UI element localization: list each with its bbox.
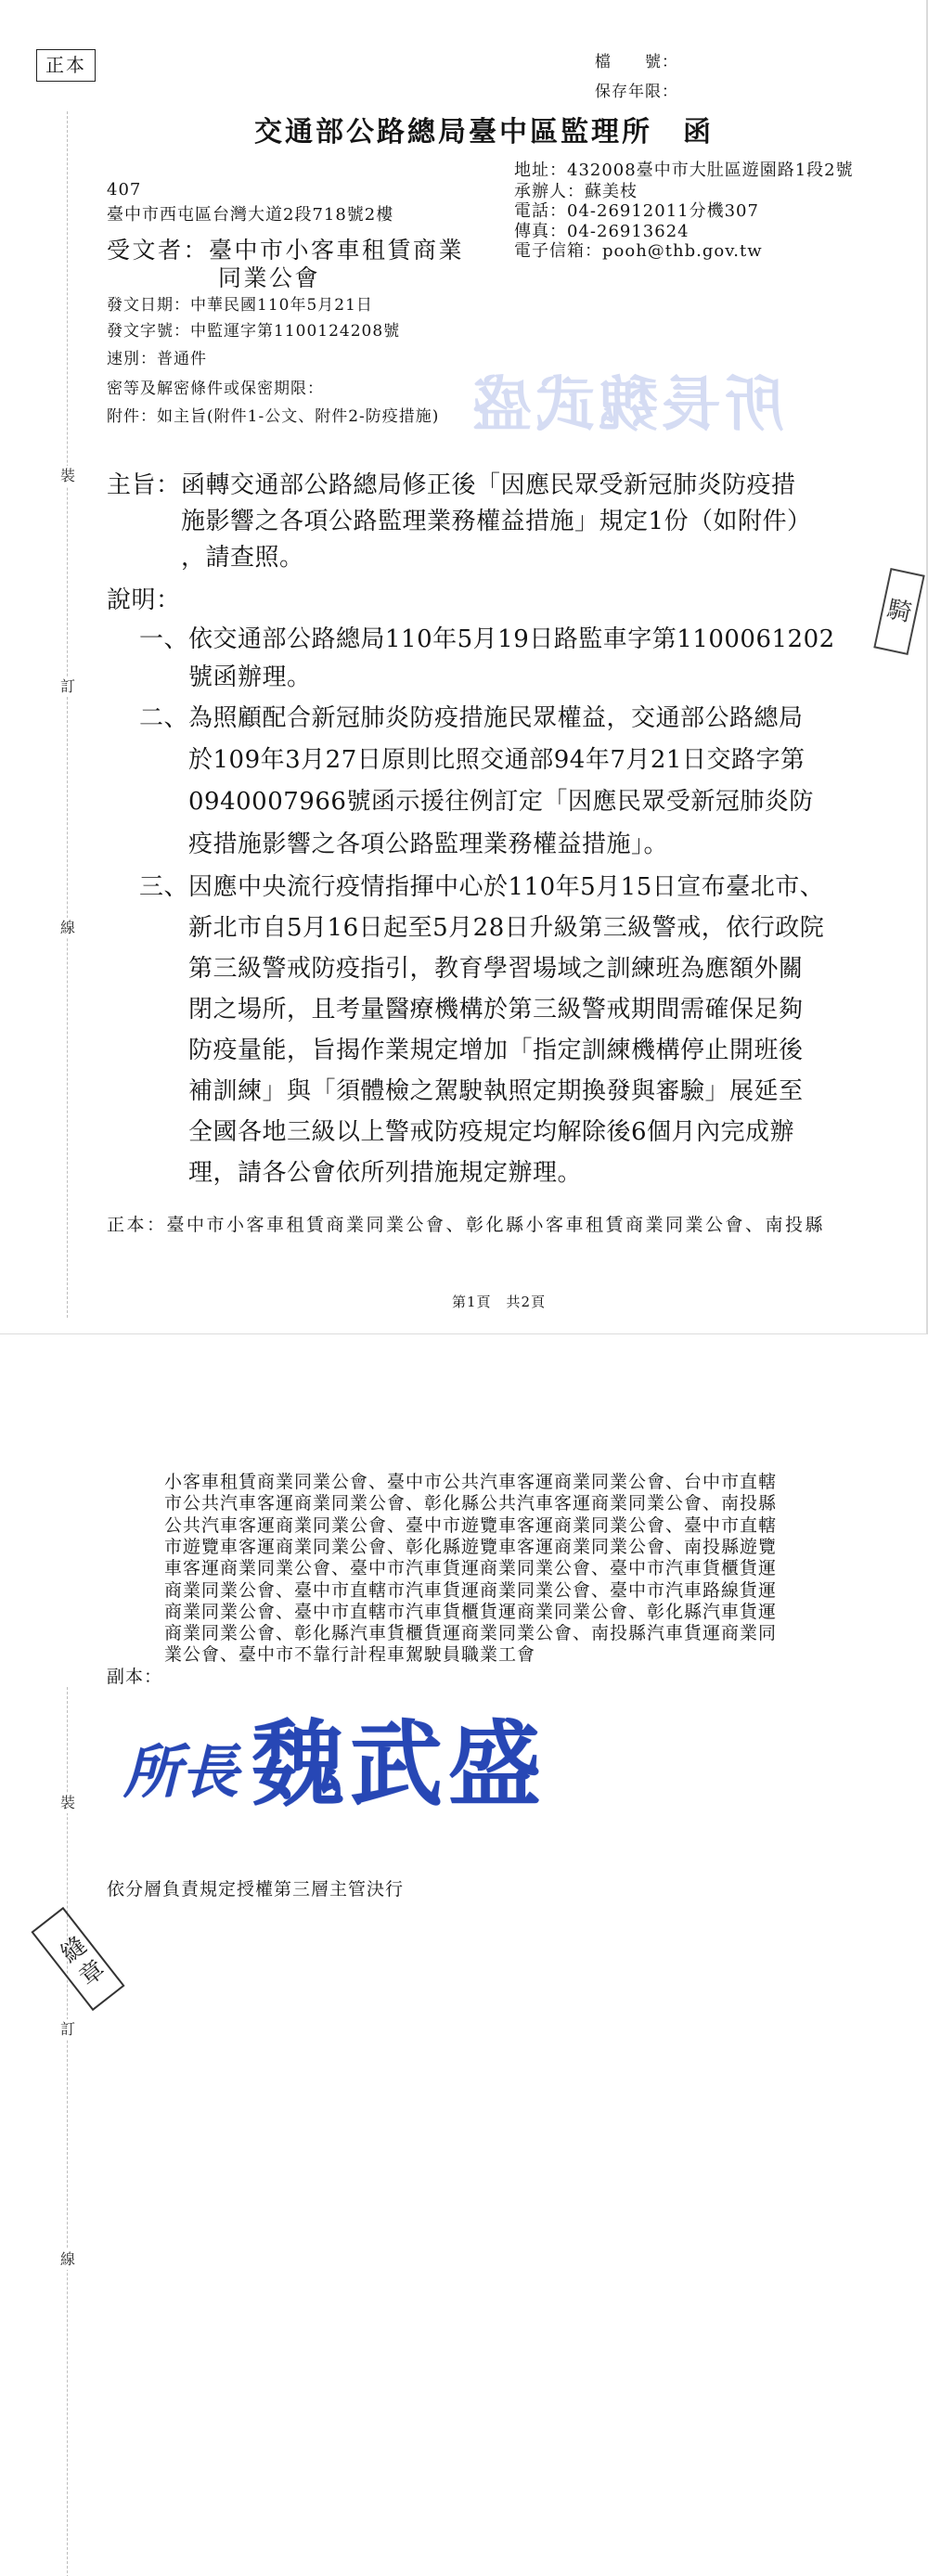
- item-line: 依交通部公路總局110年5月19日路監車字第1100061202: [188, 625, 835, 653]
- cc-continuation-line: 小客車租賃商業同業公會、臺中市公共汽車客運商業同業公會、台中市直轄: [164, 1472, 778, 1492]
- faint-stamp-bleedthrough: 所長魏武盛: [469, 370, 784, 440]
- binding-mark: 裝: [58, 1793, 78, 1813]
- cc-continuation-line: 公共汽車客運商業同業公會、臺中市遊覽車客運商業同業公會、臺中市直轄: [164, 1515, 778, 1536]
- cc-continuation-line: 市公共汽車客運商業同業公會、彰化縣公共汽車客運商業同業公會、南投縣: [164, 1493, 778, 1513]
- recipient-line-1: 受文者：臺中市小客車租賃商業: [107, 237, 465, 264]
- retention-period-label: 保存年限：: [595, 83, 678, 101]
- cc-continuation-line: 市遊覽車客運商業同業公會、彰化縣遊覽車客運商業同業公會、南投縣遊覽: [164, 1537, 778, 1557]
- item-line: 理，請各公會依所列措施規定辦理。: [188, 1159, 583, 1187]
- item-line: 第三級警戒防疫指引，教育學習場域之訓練班為應額外關: [188, 955, 804, 983]
- sender-fax: 傳真：04-26913624: [514, 222, 690, 241]
- page-number: 第1頁 共2頁: [452, 1294, 547, 1310]
- sender-phone: 電話：04-26912011分機307: [514, 201, 759, 221]
- subject-line: 函轉交通部公路總局修正後「因應民眾受新冠肺炎防疫措: [181, 471, 796, 499]
- file-number-label: 檔 號：: [595, 53, 678, 71]
- subject-label: 主旨：: [107, 471, 181, 499]
- subject-line: ，請查照。: [181, 544, 304, 572]
- copy-label: 副本：: [107, 1667, 163, 1687]
- original-copy-mark: 正本: [36, 49, 96, 82]
- item-line: 閉之場所，且考量醫療機構於第三級警戒期間需確保足夠: [188, 996, 804, 1024]
- sender-address: 地址：432008臺中市大肚區遊園路1段2號: [514, 161, 854, 180]
- explanation-label: 說明：: [107, 586, 181, 614]
- item-number: 一、: [139, 625, 189, 653]
- cc-continuation-line: 商業同業公會、彰化縣汽車貨櫃貨運商業同業公會、南投縣汽車貨運商業同: [164, 1623, 778, 1643]
- document-number: 發文字號：中監運字第1100124208號: [107, 322, 401, 341]
- cc-continuation-line: 商業同業公會、臺中市直轄市汽車貨櫃貨運商業同業公會、彰化縣汽車貨運: [164, 1602, 778, 1622]
- binding-mark: 裝: [58, 466, 78, 486]
- cc-continuation-line: 車客運商業同業公會、臺中市汽車貨運商業同業公會、臺中市汽車貨櫃貨運: [164, 1558, 778, 1578]
- urgency: 速別：普通件: [107, 350, 207, 368]
- director-seal: [123, 1709, 548, 1819]
- item-line: 因應中央流行疫情指揮中心於110年5月15日宣布臺北市、: [188, 873, 825, 901]
- binding-mark: 線: [58, 2249, 78, 2270]
- cc-original-line: 正本：臺中市小客車租賃商業同業公會、彰化縣小客車租賃商業同業公會、南投縣: [107, 1215, 826, 1235]
- cc-continuation-line: 商業同業公會、臺中市直轄市汽車貨運商業同業公會、臺中市汽車路線貨運: [164, 1580, 778, 1601]
- seam-stamp-right: 騎: [873, 568, 924, 655]
- item-line: 為照顧配合新冠肺炎防疫措施民眾權益，交通部公路總局: [188, 704, 804, 732]
- item-line: 新北市自5月16日起至5月28日升級第三級警戒，依行政院: [188, 914, 825, 942]
- delegation-note: 依分層負責規定授權第三層主管決行: [107, 1879, 405, 1900]
- item-line: 0940007966號函示援往例訂定「因應民眾受新冠肺炎防: [188, 788, 814, 816]
- item-line: 號函辦理。: [188, 663, 312, 691]
- sender-contact-person: 承辦人：蘇美枝: [514, 182, 638, 201]
- item-line: 防疫量能，旨揭作業規定增加「指定訓練機構停止開班後: [188, 1037, 804, 1064]
- item-line: 疫措施影響之各項公路監理業務權益措施」。: [188, 831, 669, 858]
- binding-line: [67, 111, 68, 1318]
- recipient-address: 臺中市西屯區台灣大道2段718號2樓: [107, 205, 394, 225]
- binding-line: [67, 1687, 68, 2576]
- item-number: 二、: [139, 704, 189, 732]
- binding-mark: 訂: [58, 2019, 78, 2040]
- subject-line: 施影響之各項公路監理業務權益措施」規定1份（如附件）: [181, 508, 812, 535]
- binding-mark: 訂: [58, 676, 78, 697]
- item-number: 三、: [139, 873, 189, 901]
- issue-date: 發文日期：中華民國110年5月21日: [107, 296, 373, 315]
- binding-mark: 線: [58, 918, 78, 938]
- seal-title: 所長: [123, 1738, 239, 1806]
- item-line: 補訓練」與「須體檢之駕駛執照定期換發與審驗」展延至: [188, 1077, 804, 1105]
- seam-stamp-left: 縫章: [31, 1907, 124, 2011]
- classification: 密等及解密條件或保密期限：: [107, 380, 324, 398]
- sender-email: 電子信箱：pooh@thb.gov.tw: [514, 241, 763, 261]
- document-title: 交通部公路總局臺中區監理所 函: [254, 116, 714, 148]
- attachments: 附件：如主旨(附件1-公文、附件2-防疫措施): [107, 407, 440, 426]
- recipient-line-2: 同業公會: [218, 264, 321, 291]
- cc-continuation-line: 業公會、臺中市不靠行計程車駕駛員職業工會: [164, 1644, 536, 1665]
- item-line: 於109年3月27日原則比照交通部94年7月21日交路字第: [188, 746, 806, 774]
- page-2: [0, 1333, 928, 2576]
- item-line: 全國各地三級以上警戒防疫規定均解除後6個月內完成辦: [188, 1118, 795, 1146]
- seal-name: 魏武盛: [251, 1709, 548, 1819]
- recipient-postcode: 407: [107, 180, 142, 200]
